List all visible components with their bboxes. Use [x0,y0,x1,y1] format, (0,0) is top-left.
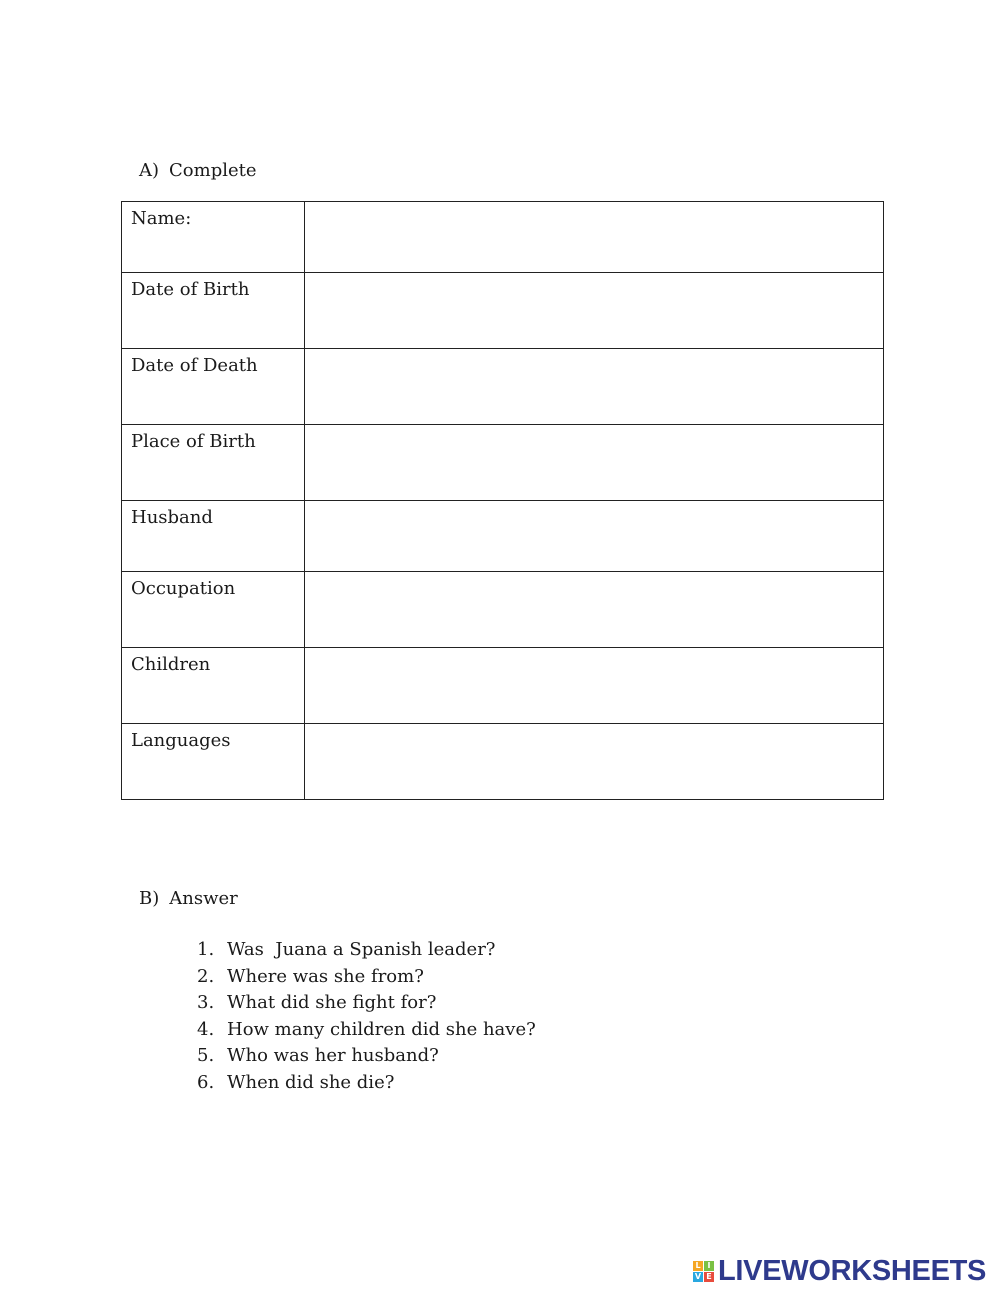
question-text: Where was she from? [227,965,424,987]
question-text: Who was her husband? [227,1045,439,1066]
question-number: 3. [197,992,215,1013]
row-label-languages: Languages [122,724,305,800]
list-item [197,1043,536,1070]
table-row [122,572,884,648]
logo-letter: L [693,1261,703,1271]
answer-cell-date-of-birth[interactable] [305,273,884,349]
question-text: Was Juana a Spanish leader? [227,939,496,960]
table-row [122,425,884,501]
question-text: How many children did she have? [227,1018,536,1040]
brand-name: LIVEWORKSHEETS [718,1255,987,1287]
list-item [197,937,536,964]
answer-cell-name[interactable] [305,202,884,273]
table-row [122,273,884,349]
answer-cell-children[interactable] [305,648,884,724]
question-number: 6. [197,1071,215,1093]
row-label-place-of-birth: Place of Birth [122,425,305,501]
answer-cell-date-of-death[interactable] [305,349,884,425]
question-text: When did she die? [227,1071,395,1093]
table-row [122,349,884,425]
list-item [197,1017,536,1044]
answer-cell-languages[interactable] [305,724,884,800]
answer-cell-occupation[interactable] [305,572,884,648]
logo-letter: I [704,1261,714,1271]
logo-letter: E [704,1272,714,1282]
biography-table [121,201,884,800]
table-row [122,648,884,724]
section-b-heading [139,888,238,909]
answer-cell-husband[interactable] [305,501,884,572]
liveworksheets-brand [693,1255,986,1288]
question-text: What did she fight for? [227,992,437,1013]
logo-letter: V [694,1272,702,1281]
list-item [197,1070,536,1097]
section-a-heading [139,160,257,181]
section-b-letter: B) [139,888,160,909]
question-number: 2. [197,965,215,987]
row-label-occupation: Occupation [122,572,305,648]
question-number: 4. [197,1018,215,1040]
table-row [122,501,884,572]
section-b-title: Answer [169,888,238,909]
section-a-title: Complete [169,160,257,181]
table-row [122,724,884,800]
section-a-letter: A) [139,160,160,181]
liveworksheets-logo-icon [693,1261,714,1282]
row-label-date-of-birth: Date of Birth [122,273,305,349]
list-item [197,964,536,991]
question-list [197,937,536,1096]
list-item [197,990,536,1017]
question-number: 5. [197,1045,215,1066]
answer-cell-place-of-birth[interactable] [305,425,884,501]
row-label-name: Name: [122,202,305,273]
row-label-children: Children [122,648,305,724]
row-label-date-of-death: Date of Death [122,349,305,425]
row-label-husband: Husband [122,501,305,572]
question-number: 1. [197,939,215,960]
table-row [122,202,884,273]
